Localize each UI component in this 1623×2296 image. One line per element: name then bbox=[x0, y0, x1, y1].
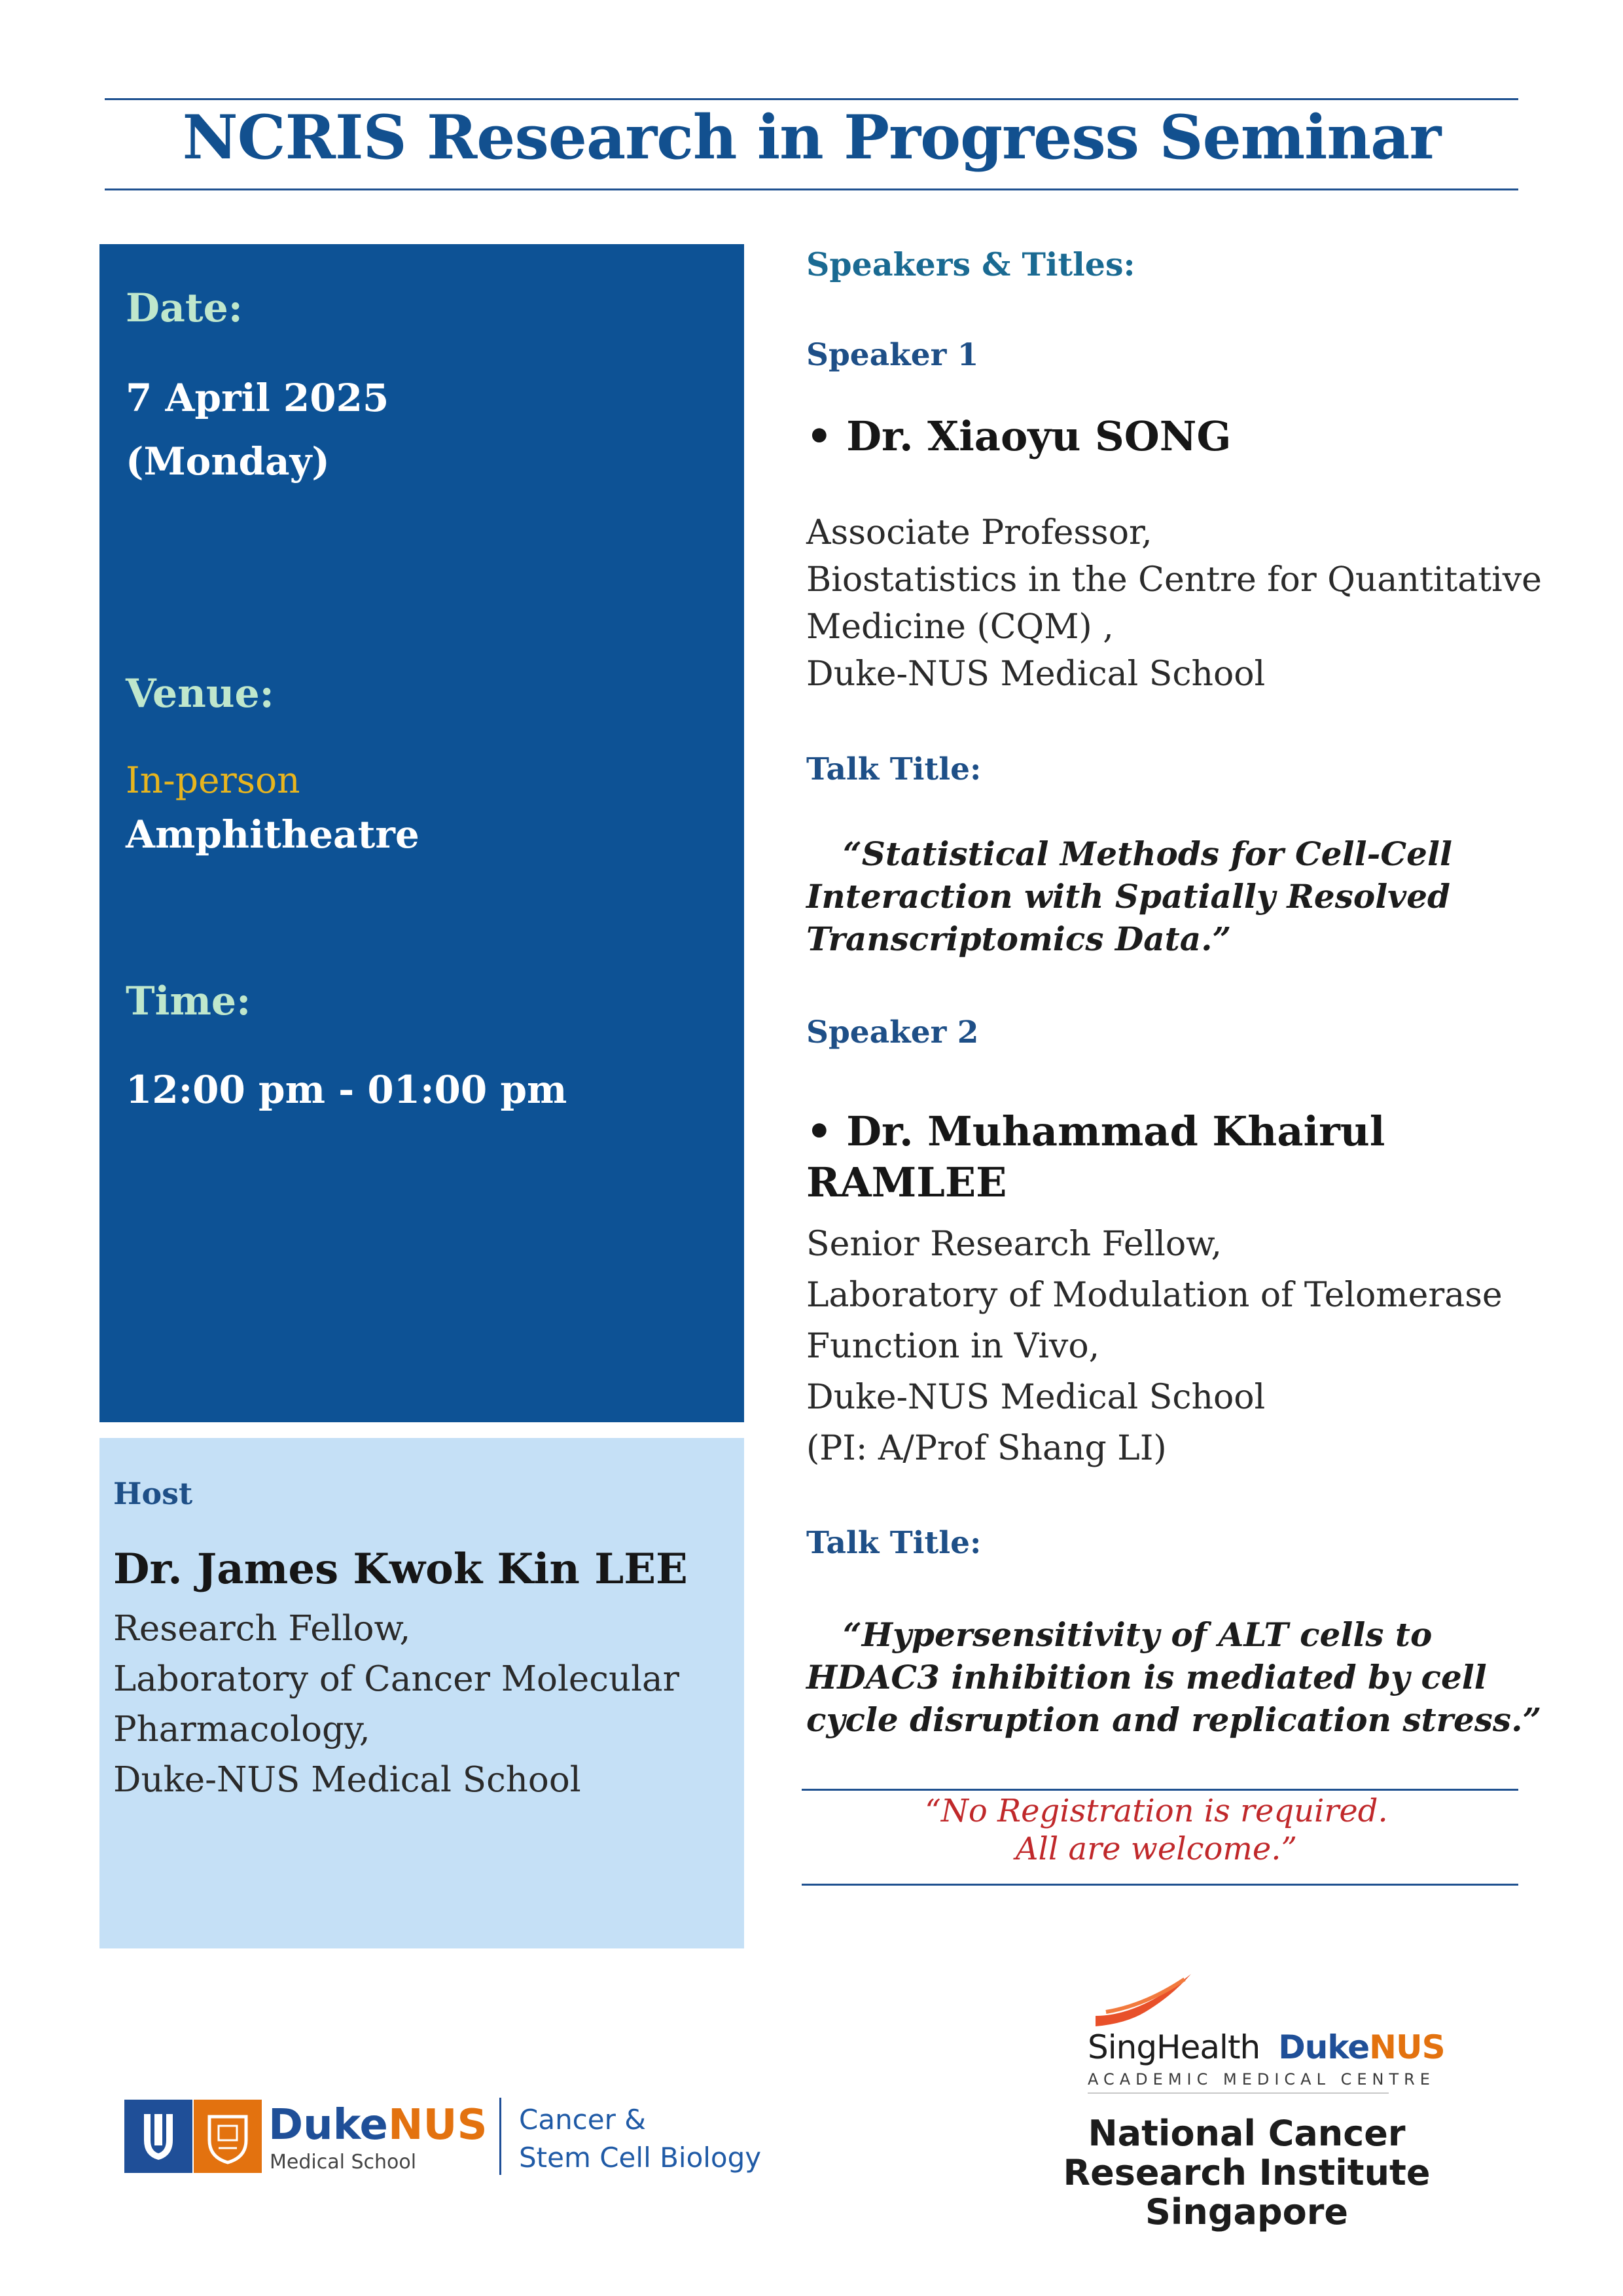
speaker-2-name bbox=[806, 1106, 1385, 1208]
speaker-1-talk-label: Talk Title: bbox=[806, 751, 982, 787]
day-line: (Monday) bbox=[126, 439, 330, 484]
talk-line: “Hypersensitivity of ALT cells to bbox=[843, 1615, 1433, 1654]
nus-crest-icon bbox=[194, 2100, 262, 2173]
notice-line: “No Registration is required. bbox=[925, 1793, 1388, 1829]
time-label: Time: bbox=[126, 978, 251, 1024]
host-affiliation-line: Laboratory of Cancer Molecular bbox=[113, 1659, 679, 1699]
bullet-icon: • bbox=[806, 1107, 847, 1155]
date-line: 7 April 2025 bbox=[126, 376, 389, 420]
duke-word: Duke bbox=[268, 2101, 388, 2149]
speaker-1-affiliation bbox=[806, 509, 1542, 698]
department-line: Stem Cell Biology bbox=[519, 2142, 762, 2174]
department-name bbox=[519, 2101, 761, 2177]
date-label: Date: bbox=[126, 285, 243, 331]
host-label: Host bbox=[113, 1476, 193, 1511]
page-title: NCRIS Research in Progress Seminar bbox=[182, 101, 1441, 173]
department-line: Cancer & bbox=[519, 2104, 646, 2136]
bullet-icon: • bbox=[806, 412, 847, 460]
affiliation-line: Laboratory of Modulation of Telomerase bbox=[806, 1276, 1503, 1315]
host-affiliation-line: Research Fellow, bbox=[113, 1609, 411, 1649]
speaker-2-affiliation bbox=[806, 1219, 1503, 1474]
host-name: Dr. James Kwok Kin LEE bbox=[113, 1545, 688, 1594]
speaker-2-name-line: RAMLEE bbox=[806, 1158, 1007, 1206]
speaker-1-heading: Speaker 1 bbox=[806, 337, 979, 373]
amc-rule bbox=[1088, 2092, 1389, 2094]
notice-rule-bottom bbox=[802, 1884, 1518, 1886]
host-affiliation-line: Duke-NUS Medical School bbox=[113, 1760, 581, 1800]
duke-shield-icon bbox=[124, 2100, 192, 2173]
affiliation-line: Senior Research Fellow, bbox=[806, 1225, 1222, 1264]
affiliation-line: Medicine (CQM) , bbox=[806, 607, 1114, 647]
title-rule-top bbox=[105, 98, 1518, 100]
speaker-2-name-line: Dr. Muhammad Khairul bbox=[846, 1107, 1385, 1155]
duke-nus-logo bbox=[124, 2100, 262, 2173]
time-value: 12:00 pm - 01:00 pm bbox=[126, 1067, 567, 1112]
affiliation-line: Duke-NUS Medical School bbox=[806, 655, 1266, 694]
medical-school-text: Medical School bbox=[270, 2151, 417, 2174]
date-value bbox=[126, 367, 389, 493]
venue-mode: In-person bbox=[126, 759, 300, 801]
talk-line: Transcriptomics Data.” bbox=[806, 920, 1232, 958]
notice-rule-top bbox=[802, 1789, 1518, 1791]
talk-line: cycle disruption and replication stress.” bbox=[806, 1700, 1542, 1739]
amc-subtitle: ACADEMIC MEDICAL CENTRE bbox=[1088, 2070, 1435, 2089]
title-rule-bottom bbox=[105, 188, 1518, 190]
singhealth-swoosh-icon bbox=[1093, 1970, 1198, 2032]
venue-place: Amphitheatre bbox=[126, 812, 419, 857]
speaker-1-talk-title bbox=[806, 833, 1452, 960]
talk-line: Interaction with Spatially Resolved bbox=[806, 877, 1451, 916]
affiliation-line: Function in Vivo, bbox=[806, 1327, 1100, 1366]
speaker-2-heading: Speaker 2 bbox=[806, 1014, 979, 1050]
notice-line: All are welcome.” bbox=[1015, 1831, 1298, 1867]
registration-notice bbox=[800, 1792, 1513, 1868]
speaker-1-name bbox=[806, 411, 1231, 462]
speakers-heading: Speakers & Titles: bbox=[806, 245, 1135, 283]
speaker-1-name-text: Dr. Xiaoyu SONG bbox=[846, 412, 1232, 460]
ncris-line: National Cancer bbox=[1088, 2113, 1406, 2154]
speaker-2-talk-label: Talk Title: bbox=[806, 1525, 982, 1561]
host-affiliation bbox=[113, 1604, 679, 1805]
affiliation-line: (PI: A/Prof Shang LI) bbox=[806, 1429, 1167, 1468]
venue-label: Venue: bbox=[126, 671, 274, 717]
talk-line: “Statistical Methods for Cell-Cell bbox=[843, 834, 1452, 873]
ncris-line: Research Institute Singapore bbox=[1063, 2152, 1431, 2233]
nus-word: NUS bbox=[387, 2101, 488, 2149]
singhealth-word: SingHealth bbox=[1088, 2028, 1260, 2066]
affiliation-line: Associate Professor, bbox=[806, 513, 1152, 552]
affiliation-line: Duke-NUS Medical School bbox=[806, 1378, 1266, 1417]
ncris-wordmark bbox=[995, 2114, 1499, 2232]
affiliation-line: Biostatistics in the Centre for Quantitative bbox=[806, 560, 1542, 600]
logo-divider bbox=[499, 2098, 501, 2175]
duke-nus-wordmark bbox=[268, 2102, 488, 2148]
amc-wordmark bbox=[1088, 2028, 1445, 2067]
speaker-2-talk-title bbox=[806, 1613, 1541, 1741]
talk-line: HDAC3 inhibition is mediated by cell bbox=[806, 1658, 1487, 1696]
host-affiliation-line: Pharmacology, bbox=[113, 1710, 370, 1749]
amc-duke-word: Duke bbox=[1278, 2028, 1370, 2066]
amc-nus-word: NUS bbox=[1369, 2028, 1445, 2066]
